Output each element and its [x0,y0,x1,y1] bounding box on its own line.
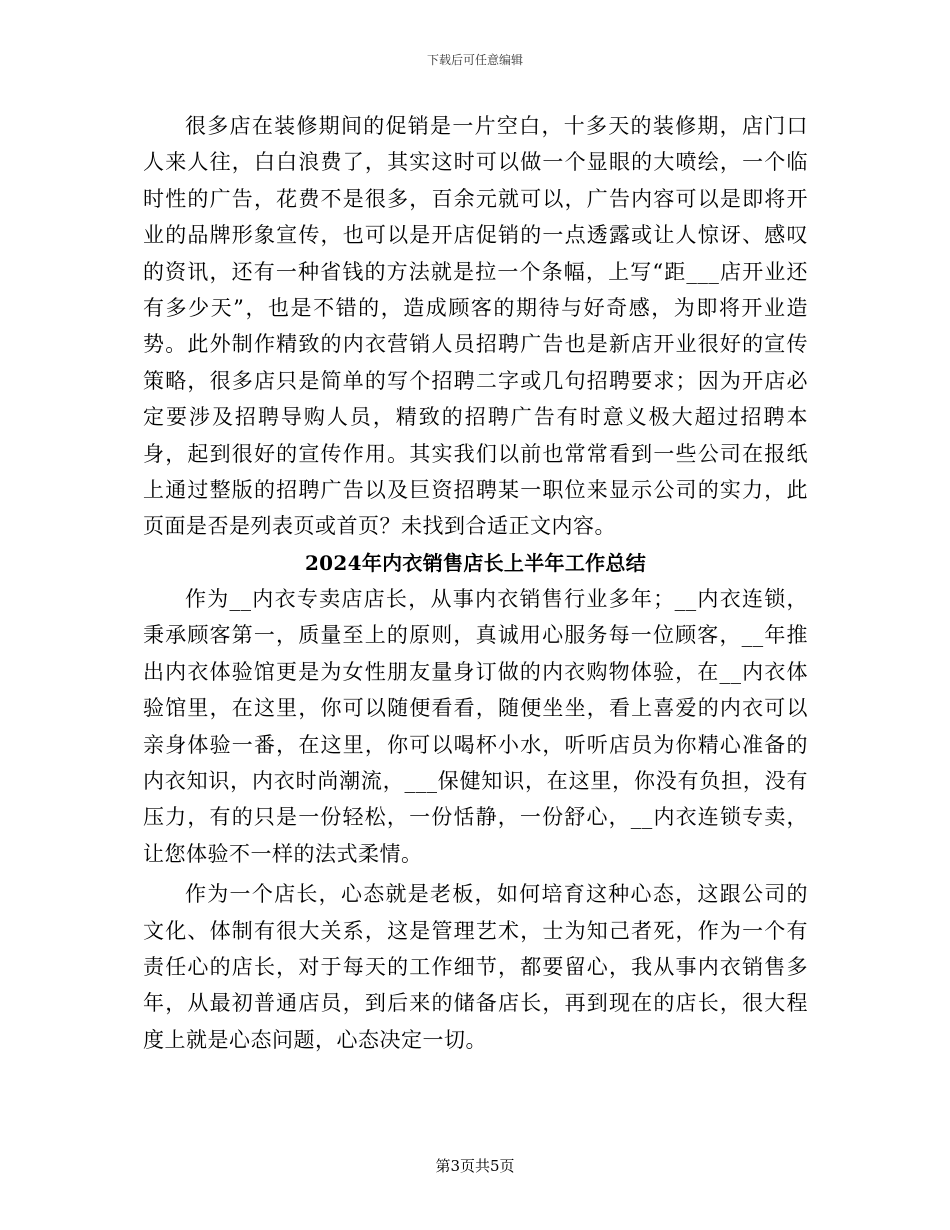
body-paragraph-2: 作为一个店长，心态就是老板，如何培育这种心态，这跟公司的文化、体制有很大关系，这是管理艺术，士为知己者死，作为一个有责任心的店长，对于每天的工作细节，都要留心，我从事内衣销售多年，从最初普通店员，到后来的储备店长，再到现在的店长，很大程度上就是心态问题，心态决定一切。 [143,882,808,1052]
section-title: 2024年内衣销售店长上半年工作总结 [304,550,647,575]
document-body [143,108,808,1058]
body-paragraph-1: 作为__内衣专卖店店长，从事内衣销售行业多年；__内衣连锁，秉承顾客第一，质量至上的原则，真诚用心服务每一位顾客，__年推出内衣体验馆更是为女性朋友量身订做的内衣购物体验，在__内衣体验馆里，在这里，你可以随便看看，随便坐坐，看上喜爱的内衣可以亲身体验一番，在这里，你可以喝杯小水，听听店员为你精心准备的内衣知识，内衣时尚潮流，___保健知识，在这里，你没有负担，没有压力，有的只是一份轻松，一份恬静，一份舒心，__内衣连锁专卖，让您体验不一样的法式柔情。 [143,586,808,866]
page-header-note: 下载后可任意编辑 [426,53,523,67]
intro-paragraph: 很多店在装修期间的促销是一片空白，十多天的装修期，店门口人来人往，白白浪费了，其实这时可以做一个显眼的大喷绘，一个临时性的广告，花费不是很多，百余元就可以，广告内容可以是即将开业的品牌形象宣传，也可以是开店促销的一点透露或让人惊讶、感叹的资讯，还有一种省钱的方法就是拉一个条幅，上写“距___店开业还有多少天”，也是不错的，造成顾客的期待与好奇感，为即将开业造势。此外制作精致的内衣营销人员招聘广告也是新店开业很好的宣传策略，很多店只是简单的写个招聘二字或几句招聘要求；因为开店必定要涉及招聘导购人员，精致的招聘广告有时意义极大超过招聘本身，起到很好的宣传作用。其实我们以前也常常看到一些公司在报纸上通过整版的招聘广告以及巨资招聘某一职位来显示公司的实力，此页面是否是列表页或首页？未找到合适正文内容。 [143,114,808,539]
page-number: 第3页共5页 [435,1157,515,1175]
